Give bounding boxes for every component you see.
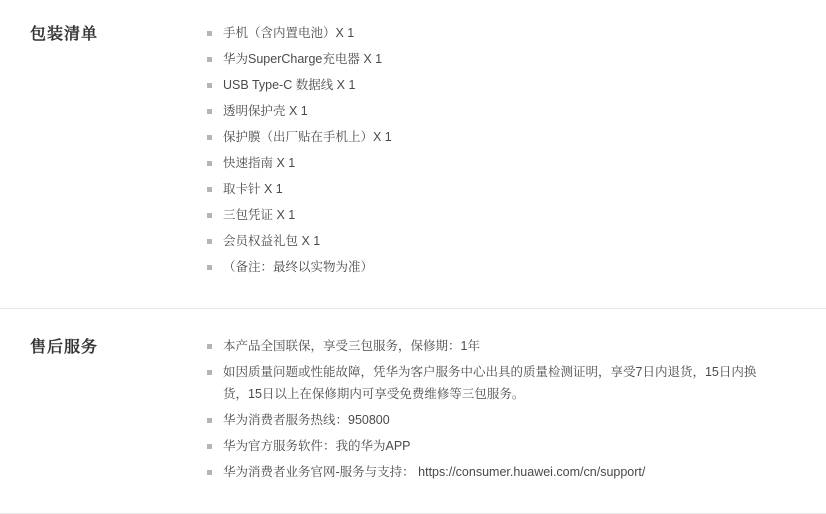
list-item: 本产品全国联保，享受三包服务，保修期：1年 — [205, 335, 766, 357]
packaging-section — [0, 22, 826, 282]
list-item: 三包凭证 X 1 — [205, 204, 766, 226]
post-divider-spacer — [0, 309, 826, 335]
packaging-section-title: 包装清单 — [30, 26, 99, 43]
top-spacer — [0, 0, 826, 22]
list-item: 如因质量问题或性能故障，凭华为客户服务中心出具的质量检测证明，享受7日内退货，15日内换货，15日以上在保修期内可享受免费维修等三包服务。 — [205, 361, 766, 405]
packaging-section-body — [205, 22, 826, 282]
list-item: 手机（含内置电池）X 1 — [205, 22, 766, 44]
after-sales-section-title: 售后服务 — [30, 339, 99, 356]
list-item: 会员权益礼包 X 1 — [205, 230, 766, 252]
packaging-list — [205, 22, 766, 278]
pre-divider-spacer — [0, 282, 826, 308]
bottom-spacer — [0, 487, 826, 513]
list-item: 保护膜（出厂贴在手机上）X 1 — [205, 126, 766, 148]
after-sales-list — [205, 335, 766, 483]
list-item: 华为官方服务软件：我的华为APP — [205, 435, 766, 457]
list-item: 华为消费者服务热线：950800 — [205, 409, 766, 431]
list-item: 华为SuperCharge充电器 X 1 — [205, 48, 766, 70]
after-sales-section — [0, 335, 826, 487]
official-support-link[interactable]: https://consumer.huawei.com/cn/support/ — [418, 465, 646, 479]
after-sales-section-body — [205, 335, 826, 487]
list-item: 取卡针 X 1 — [205, 178, 766, 200]
list-item: USB Type-C 数据线 X 1 — [205, 74, 766, 96]
official-site-label: 华为消费者业务官网-服务与支持： — [223, 465, 415, 479]
list-item-with-link — [205, 461, 766, 483]
list-item: 快速指南 X 1 — [205, 152, 766, 174]
list-item: （备注：最终以实物为准） — [205, 256, 766, 278]
list-item: 透明保护壳 X 1 — [205, 100, 766, 122]
